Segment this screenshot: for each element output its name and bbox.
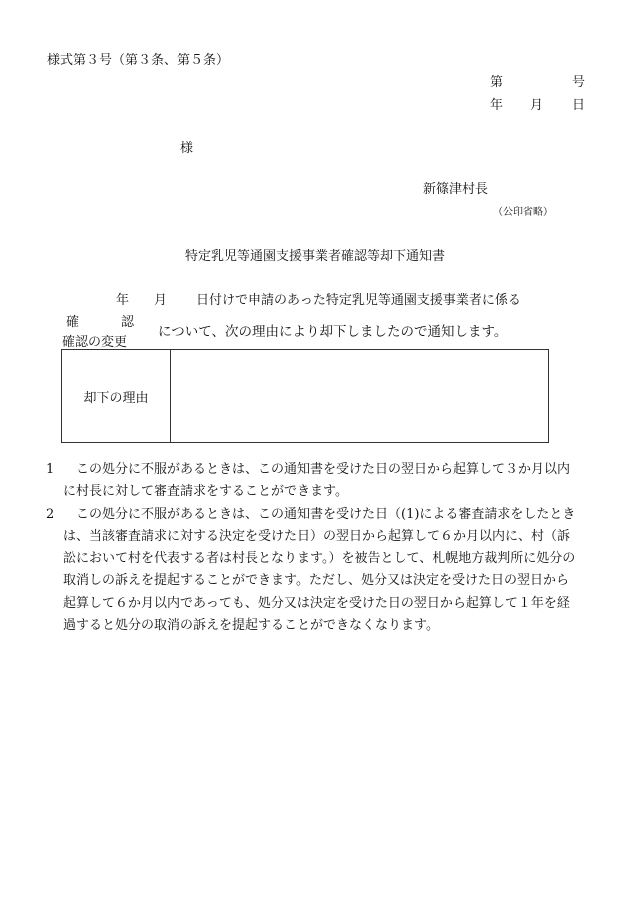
note-line: 取消しの訴えを提起することができます。ただし、処分又は決定を受けた日の翌日から bbox=[63, 573, 569, 589]
reason-label: 却下の理由 bbox=[62, 350, 171, 442]
doc-no-suffix: 号 bbox=[572, 75, 586, 90]
reason-value bbox=[171, 350, 548, 442]
doc-no-prefix: 第 bbox=[490, 75, 504, 90]
issuer-name: 新篠津村長 bbox=[423, 182, 489, 197]
notes bbox=[46, 459, 586, 637]
intro-year: 年 bbox=[116, 293, 130, 308]
note-line: この処分に不服があるときは、この通知書を受けた日（(1)による審査請求をしたとき bbox=[76, 506, 576, 522]
intro-month: 月 bbox=[154, 293, 168, 308]
note-line: 起算して６か月以内であっても、処分又は決定を受けた日の翌日から起算して１年を経 bbox=[63, 595, 570, 611]
note-line: 訟において村を代表する者は村長となります。）を被告として、札幌地方裁判所に処分の bbox=[63, 551, 576, 567]
seal-note: （公印省略） bbox=[493, 207, 553, 218]
reason-table bbox=[61, 349, 549, 443]
date-month: 月 bbox=[530, 98, 544, 113]
note-item bbox=[46, 459, 586, 504]
note-item bbox=[46, 504, 586, 638]
note-line: 過すると処分の取消の訴えを提起することができなくなります。 bbox=[63, 618, 439, 634]
document-title: 特定乳児等通園支援事業者確認等却下通知書 bbox=[184, 249, 445, 264]
note-number: 1 bbox=[46, 462, 55, 477]
note-line: は、当該審査請求に対する決定を受けた日）の翌日から起算して６か月以内に、村（訴 bbox=[63, 528, 571, 544]
note-number: 2 bbox=[46, 506, 55, 522]
date-day: 日 bbox=[572, 98, 586, 113]
addressee-honorific: 様 bbox=[180, 141, 194, 156]
note-line: に村長に対して審査請求をすることができます。 bbox=[63, 484, 348, 500]
option-kaku: 確 bbox=[66, 315, 80, 330]
intro-text: 日付けで申請のあった特定乳児等通園支援事業者に係る bbox=[196, 293, 521, 308]
option-change: 確認の変更 bbox=[62, 335, 128, 350]
date-year: 年 bbox=[490, 98, 504, 113]
notice-tail: について、次の理由により却下しましたので通知します。 bbox=[158, 324, 508, 340]
note-line: この処分に不服があるときは、この通知書を受けた日の翌日から起算して３か月以内 bbox=[76, 462, 571, 477]
option-nin: 認 bbox=[121, 315, 135, 330]
form-number: 様式第３号（第３条、第５条） bbox=[47, 53, 230, 68]
